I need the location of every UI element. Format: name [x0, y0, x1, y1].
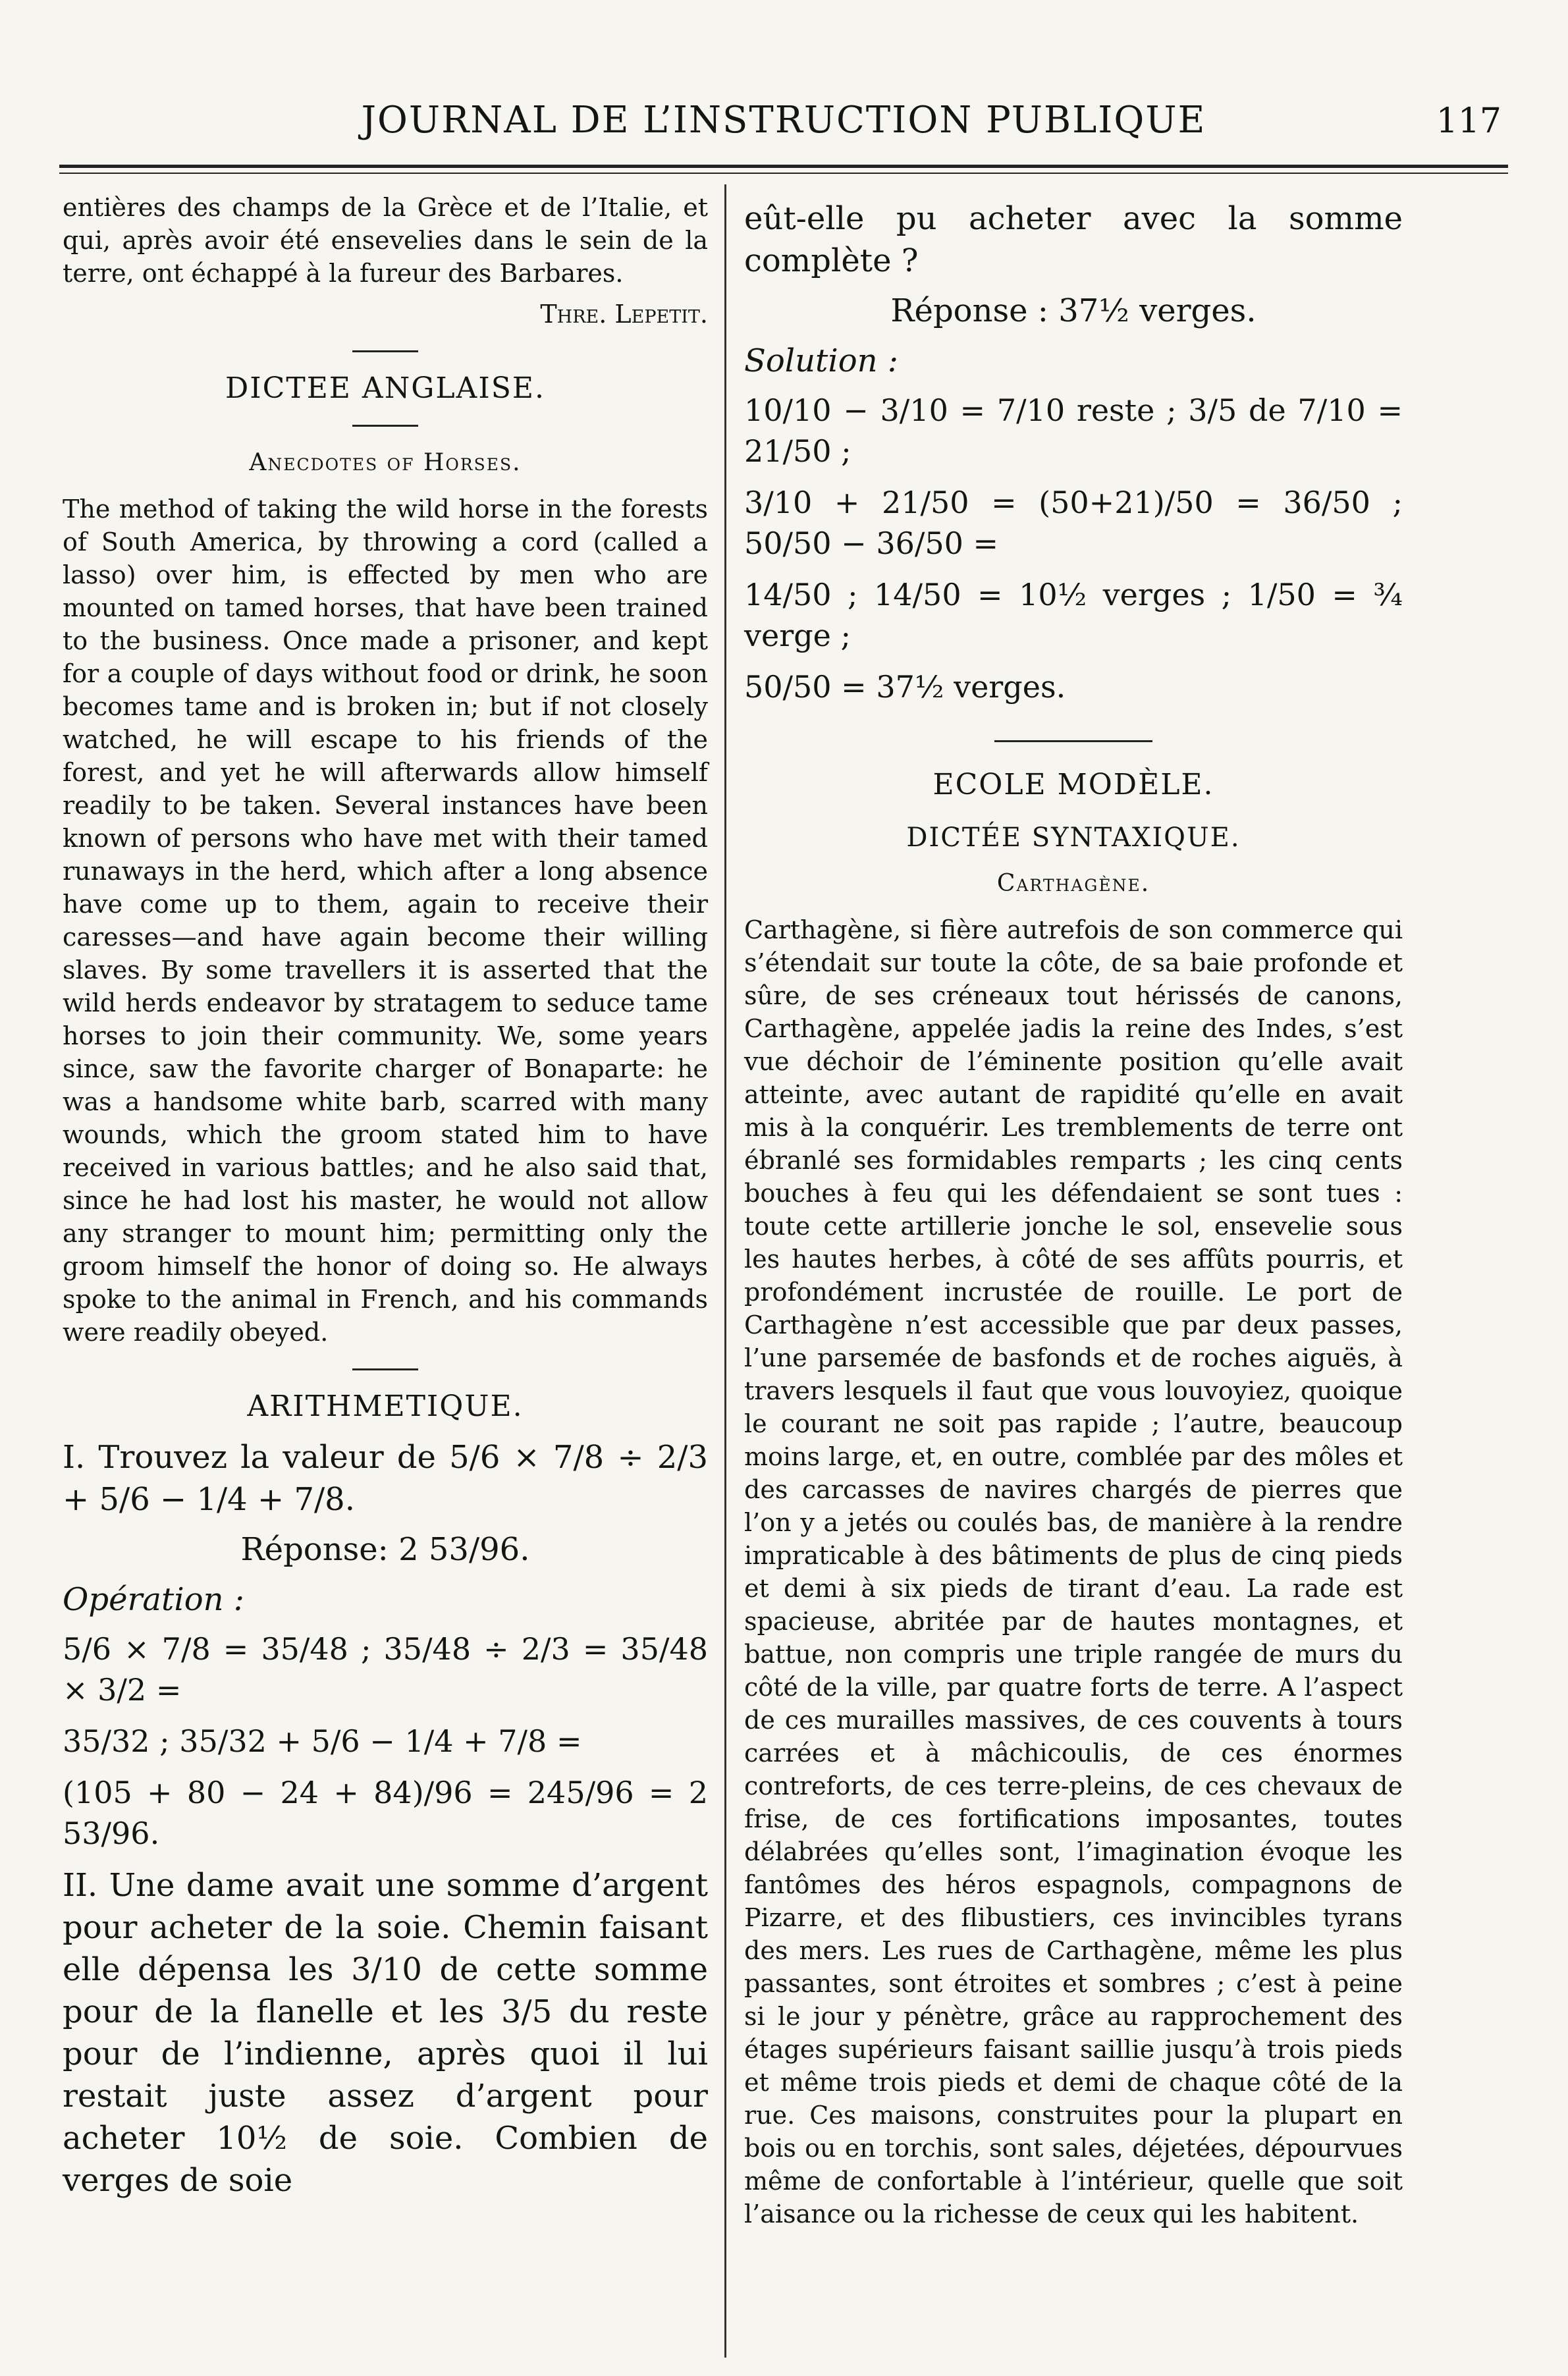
- arithmetique-heading: ARITHMETIQUE.: [247, 1390, 524, 1423]
- section-separator: [352, 350, 418, 352]
- problem-2: II. Une dame avait une somme d’argent pour acheter de la soie. Chemin faisant elle dépensa les 3/10 de cette somme pour de la flanelle et les 3/5 du reste pour de l’indienne, après quoi il lui restait juste assez d’argent pour acheter 10½ de soie. Combien de verges de soie: [63, 1867, 708, 2199]
- problem-2-continued: eût-elle pu acheter avec la somme complète ?: [744, 200, 1403, 279]
- problem-2-line-2: 3/10 + 21/50 = (50+21)/50 = 36/50 ; 50/50 − 36/50 =: [744, 485, 1403, 561]
- problem-1-line-2: 35/32 ; 35/32 + 5/6 − 1/4 + 7/8 =: [63, 1723, 582, 1759]
- header-rule: [59, 165, 1508, 168]
- left-column: [63, 191, 708, 2209]
- right-column: [744, 198, 1403, 2238]
- section-separator: [352, 425, 418, 427]
- column-divider: [724, 184, 726, 2358]
- problem-2-line-3: 14/50 ; 14/50 = 10½ verges ; 1/50 = ¾ verge ;: [744, 577, 1403, 653]
- running-head: JOURNAL DE L’INSTRUCTION PUBLIQUE: [361, 99, 1206, 142]
- intro-signature: Thre. Lepetit.: [540, 300, 708, 329]
- problem-2-line-4: 50/50 = 37½ verges.: [744, 669, 1066, 705]
- problem-1-operation-label: Opération :: [63, 1581, 244, 1618]
- page-header: [59, 86, 1508, 158]
- ecole-modele-heading: ECOLE MODÈLE.: [933, 768, 1214, 801]
- carthagene-title: Carthagène.: [996, 870, 1150, 897]
- problem-2-line-1: 10/10 − 3/10 = 7/10 reste ; 3/5 de 7/10 = 21/50 ;: [744, 392, 1403, 469]
- dictee-anglaise-heading: DICTEE ANGLAISE.: [225, 371, 545, 405]
- anecdotes-paragraph: The method of taking the wild horse in the forests of South America, by throwing a cord (called a lasso) over him, is effected by men who are mounted on tamed horses, that have been trained to the business. Once made a prisoner, and kept for a couple of days without food or drink, he soon becomes tame and is broken in; but if not closely watched, he will escape to his friends of the forest, and yet he will afterwards allow himself readily to be taken. Several instances have been known of persons who have met with their tamed runaways in the herd, which after a long absence have come up to them, again to receive their caresses—and have again become their willing slaves. By some travellers it is asserted that the wild herds endeavor by stratagem to seduce tame horses to join their community. We, some years since, saw the favorite charger of Bonaparte: he was a handsome white barb, scarred with many wounds, which the groom stated him to have received in various battles; and he also said that, since he had lost his master, he would not allow any stranger to mount him; permitting only the groom himself the honor of doing so. He always spoke to the animal in French, and his commands were readily obeyed.: [63, 495, 708, 1347]
- anecdotes-title: Anecdotes of Horses.: [249, 449, 522, 476]
- problem-1-line-3: (105 + 80 − 24 + 84)/96 = 245/96 = 2 53/96.: [63, 1775, 708, 1851]
- section-separator: [352, 1368, 418, 1370]
- problem-1-line-1: 5/6 × 7/8 = 35/48 ; 35/48 ÷ 2/3 = 35/48 × 3/2 =: [63, 1631, 708, 1708]
- carthagene-paragraph: Carthagène, si fière autrefois de son commerce qui s’étendait sur toute la côte, de sa baie profonde et sûre, de ses créneaux tout hérissés de canons, Carthagène, appelée jadis la reine des Indes, s’est vue déchoir de l’éminente position qu’elle avait atteinte, avec autant de rapidité qu’elle en avait mis à la conquérir. Les tremblements de terre ont ébranlé ses formidables remparts ; les cinq cents bouches à feu qui les défendaient se sont tues : toute cette artillerie jonche le sol, ensevelie sous les hautes herbes, à côté de ses affûts pourris, et profondément incrustée de rouille. Le port de Carthagène n’est accessible que par deux passes, l’une parsemée de basfonds et de roches aiguës, à travers lesquels il faut que vous louvoyiez, quoique le courant ne soit pas rapide ; l’autre, beaucoup moins large, et, en outre, comblée par des môles et des carcasses de navires chargés de pierres que l’on y a jetés ou coulés bas, de manière à la rendre impraticable à des bâtiments de plus de cinq pieds et demi à six pieds de tirant d’eau. La rade est spacieuse, abritée par de hautes montagnes, et battue, non compris une triple rangée de murs du côté de la ville, par quatre forts de terre. A l’aspect de ces murailles massives, de ces couvents à tours carrées et à mâchicoulis, de ces énormes contreforts, de ces terre-pleins, de ces chevaux de frise, de ces fortifications imposantes, toutes délabrées qu’elles sont, l’imagination évoque les fantômes des héros espagnols, compagnons de Pizarre, et des flibustiers, ces invincibles tyrans des mers. Les rues de Carthagène, même les plus passantes, sont étroites et sombres ; c’est à peine si le jour y pénètre, grâce au rapprochement des étages supérieurs faisant saillie jusqu’à trois pieds et même trois pieds et demi de chaque côté de la rue. Ces maisons, construites pour la plupart en bois ou en torchis, sont sales, déjetées, dépourvues même de confortable à l’intérieur, quelle que soit l’aisance ou la richesse de ceux qui les habitent.: [744, 915, 1403, 2228]
- page-number: 117: [1436, 101, 1501, 141]
- dictee-syntaxique-heading: DICTÉE SYNTAXIQUE.: [906, 823, 1241, 853]
- problem-2-answer: Réponse : 37½ verges.: [890, 292, 1257, 329]
- problem-2-solution-label: Solution :: [744, 342, 898, 379]
- header-rule-thin: [59, 173, 1508, 174]
- problem-1-answer: Réponse: 2 53/96.: [240, 1531, 530, 1568]
- section-separator: [994, 740, 1152, 742]
- intro-paragraph: entières des champs de la Grèce et de l’Italie, et qui, après avoir été ensevelies dans le sein de la terre, ont échappé à la fureur des Barbares.: [63, 193, 708, 288]
- problem-1: I. Trouvez la valeur de 5/6 × 7/8 ÷ 2/3 + 5/6 − 1/4 + 7/8.: [63, 1439, 708, 1518]
